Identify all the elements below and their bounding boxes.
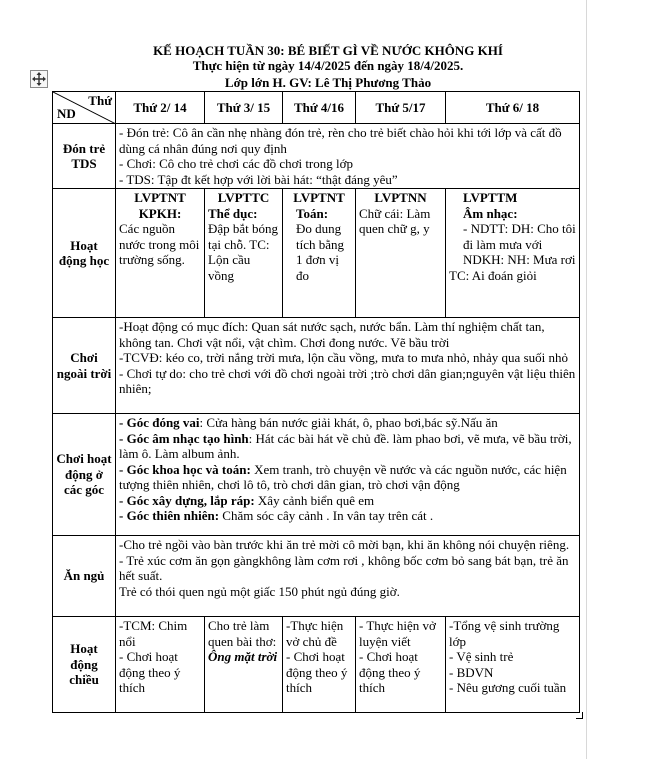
goc-item: [119, 431, 576, 462]
goc-item-name: - Góc âm nhạc tạo hình: [119, 430, 249, 446]
chieu-wed: [283, 617, 356, 713]
goc-item-desc: : Hát các bài hát về chủ đề. làm phao bơi, vẽ mưa, vẽ bầu trời, làm ô. Làm album ảnh.: [119, 430, 572, 461]
chieu-mon-line: - Chơi hoạt động theo ý thích: [119, 649, 181, 695]
row-label-hoat-dong-chieu: Hoạt động chiều: [53, 617, 116, 713]
hoc-tue-subject: Thể dục:: [208, 205, 258, 221]
chieu-wed-line: - Chơi hoạt động theo ý thích: [286, 649, 348, 695]
hoc-wed-text: Đo dung tích bằng 1 đơn vị đo: [296, 221, 345, 283]
hoc-thu-field: LVPTNN: [374, 190, 427, 205]
hoc-mon-text: Các nguồn nước trong môi trường sống.: [119, 221, 200, 267]
chieu-tue-text: Cho trẻ làm quen bài thơ:: [208, 618, 277, 649]
goc-item-name: - Góc thiên nhiên:: [119, 508, 220, 523]
ngoai-troi-line: - Chơi tự do: cho trẻ chơi với đồ chơi ngoài trời ;trò chơi dân gian;nguyên vật liệu thiên nhiên;: [119, 365, 576, 396]
page-margin-line: [586, 0, 587, 759]
goc-item: [119, 415, 576, 431]
goc-item: [119, 493, 576, 509]
goc-item-name: - Góc đóng vai: [119, 415, 200, 430]
weekly-plan-table: [52, 91, 580, 713]
row-don-tre: [53, 124, 580, 189]
chieu-thu: [356, 617, 446, 713]
row-label-choi-ngoai-troi: Chơi ngoài trời: [53, 318, 116, 414]
chieu-tue-poem: Ông mặt trời: [208, 649, 278, 664]
an-ngu-content: [116, 536, 580, 617]
ngoai-troi-line: -Hoạt động có mục đích: Quan sát nước sạch, nước bẩn. Làm thí nghiệm chất tan, không tan. Chơi vật nổi, vật chìm. Chơi đong nước. Vẽ bầu trời: [119, 319, 545, 350]
chieu-fri: [446, 617, 580, 713]
chieu-fri-line: - Vệ sinh trẻ: [449, 649, 514, 664]
chieu-thu-line: - Thực hiện vở luyện viết: [359, 618, 436, 649]
hoc-fri-song: - NDTT: DH: Cho tôi đi làm mưa với: [463, 221, 576, 252]
goc-item-name: - Góc xây dựng, lắp ráp:: [119, 492, 255, 508]
hoc-wed-field: LVPTNT: [293, 190, 345, 205]
move-arrows-icon: [31, 71, 47, 87]
hoc-wed-subject: Toán:: [296, 205, 329, 221]
row-hoat-dong-hoc: [53, 189, 580, 318]
row-choi-goc: [53, 414, 580, 536]
chieu-mon-line: -TCM: Chim nổi: [119, 618, 188, 649]
hoc-wed: [283, 189, 356, 318]
choi-ngoai-troi-content: [116, 318, 580, 414]
an-ngu-line: -Cho trẻ ngồi vào bàn trước khi ăn trẻ mời cô mời bạn, khi ăn không nói chuyện riêng.: [119, 537, 570, 552]
goc-item-name: - Góc khoa học và toán:: [119, 461, 251, 477]
row-label-don-tre: Đón trẻ TDS: [53, 124, 116, 189]
day-header-fri: Thứ 6/ 18: [446, 92, 580, 124]
class-info: Lớp lớn H. GV: Lê Thị Phương Thảo: [224, 75, 432, 90]
don-tre-line: - Đón trẻ: Cô ân cần nhẹ nhàng đón trẻ, rèn cho trẻ biết chào hỏi khi tới lớp và cất đồ dùng cá nhân đúng nơi quy định: [119, 125, 562, 156]
hoc-tue-field: LVPTTC: [217, 190, 270, 205]
goc-item-desc: Xem tranh, trò chuyện về nước và các nguồn nước, các hiện tượng thiên nhiên, chơi lô tô, trò chơi dân gian, trò chơi vận động: [119, 461, 567, 492]
goc-item-desc: : Cửa hàng bán nước giải khát, ô, phao bơi,bác sỹ.Nấu ăn: [199, 415, 498, 430]
hoc-fri-field: LVPTTM: [463, 190, 518, 205]
corner-cell: [53, 92, 116, 124]
goc-item-desc: Chăm sóc cây cảnh . In vân tay trên cát .: [219, 508, 434, 523]
don-tre-content: [116, 124, 580, 189]
an-ngu-line: - Trẻ xúc cơm ăn gọn gàngkhông làm cơm rơi , không bốc cơm bỏ sang bát bạn, trẻ ăn hết suất.: [119, 552, 569, 583]
goc-item-desc: Xây cảnh biển quê em: [254, 492, 375, 508]
chieu-fri-line: - BDVN: [449, 664, 494, 680]
goc-item: [119, 508, 576, 524]
hoc-fri-listen: NDKH: NH: Mưa rơi: [463, 252, 576, 267]
table-move-handle[interactable]: [30, 70, 48, 88]
row-choi-ngoai-troi: [53, 318, 580, 414]
plan-dates: Thực hiện từ ngày 14/4/2025 đến ngày 18/4/2025.: [192, 58, 464, 73]
hoc-tue-text: Đập bắt bóng tại chỗ. TC: Lộn cầu vồng: [208, 221, 279, 283]
corner-day-label: Thứ: [88, 93, 112, 108]
chieu-mon: [116, 617, 205, 713]
an-ngu-line: Trẻ có thói quen ngủ một giấc 150 phút ngủ đúng giờ.: [119, 583, 400, 599]
day-header-mon: Thứ 2/ 14: [116, 92, 205, 124]
chieu-fri-line: - Nêu gương cuối tuần: [449, 680, 567, 695]
hoc-mon-subject: KPKH:: [138, 205, 182, 221]
day-header-tue: Thứ 3/ 15: [205, 92, 283, 124]
chieu-thu-line: - Chơi hoạt động theo ý thích: [359, 649, 421, 695]
plan-title: KẾ HOẠCH TUẦN 30: BÉ BIẾT GÌ VỀ NƯỚC KHÔNG KHÍ: [153, 43, 503, 58]
row-hoat-dong-chieu: [53, 617, 580, 713]
goc-item: [119, 462, 576, 493]
row-label-choi-goc: Chơi hoạt động ở các góc: [53, 414, 116, 536]
don-tre-line: - Chơi: Cô cho trẻ chơi các đồ chơi trong lớp: [119, 156, 353, 171]
ngoai-troi-line: -TCVĐ: kéo co, trời nắng trời mưa, lộn cầu vồng, mưa to mưa nhỏ, nhảy qua suối nhỏ: [119, 350, 569, 365]
chieu-tue: [205, 617, 283, 713]
day-header-thu: Thứ 5/17: [356, 92, 446, 124]
table-resize-handle[interactable]: [576, 712, 583, 719]
chieu-wed-line: -Thực hiện vở chủ đề: [286, 618, 344, 649]
hoc-thu: [356, 189, 446, 318]
chieu-fri-line: -Tổng vệ sinh trường lớp: [449, 618, 560, 649]
hoc-mon: [116, 189, 205, 318]
hoc-tue: [205, 189, 283, 318]
hoc-fri: [446, 189, 580, 318]
day-header-wed: Thứ 4/16: [283, 92, 356, 124]
don-tre-line: - TDS: Tập đt kết hợp với lời bài hát: “thật đáng yêu”: [119, 171, 398, 187]
choi-goc-content: [116, 414, 580, 536]
row-label-hoat-dong-hoc: Hoạt động học: [53, 189, 116, 318]
row-an-ngu: [53, 536, 580, 617]
table-header-row: [53, 92, 580, 124]
hoc-mon-field: LVPTNT: [134, 190, 186, 205]
row-label-an-ngu: Ăn ngủ: [53, 536, 116, 617]
hoc-thu-text: Chữ cái: Làm quen chữ g, y: [359, 205, 431, 236]
hoc-fri-game: TC: Ai đoán giỏi: [449, 267, 537, 283]
hoc-fri-subject: Âm nhạc:: [463, 205, 518, 221]
corner-content-label: ND: [57, 105, 76, 121]
